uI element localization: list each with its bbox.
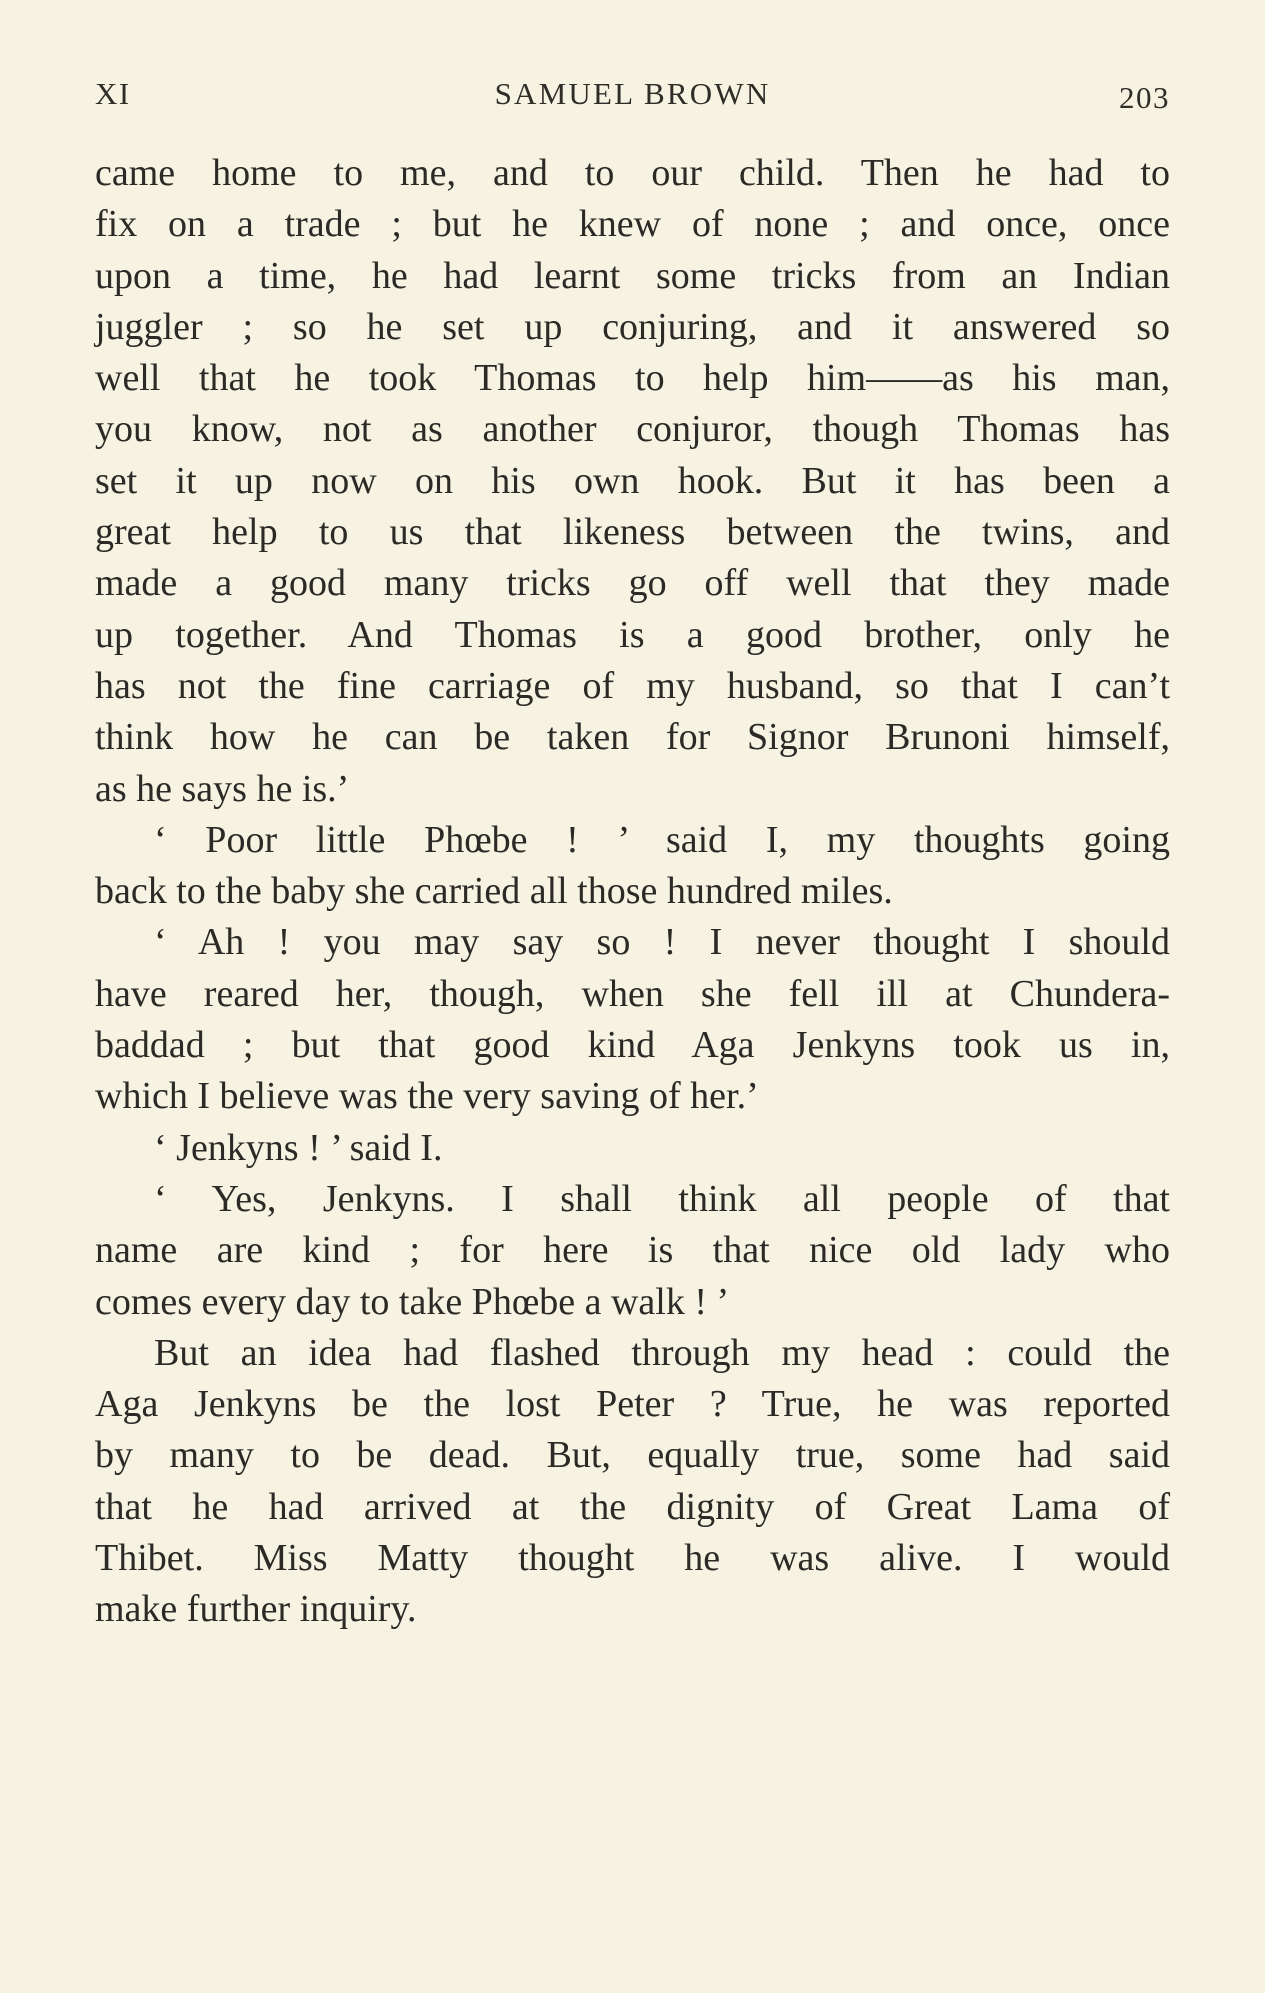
text-line: name are kind ; for here is that nice old lady who (95, 1229, 1170, 1272)
text-line: ‘ Yes, Jenkyns. I shall think all people of that (154, 1177, 1170, 1220)
running-head (95, 76, 1170, 116)
text-line: which I believe was the very saving of her.’ (95, 1075, 759, 1118)
text-line: up together. And Thomas is a good brother, only he (95, 613, 1170, 656)
text-line: juggler ; so he set up conjuring, and it answered so (95, 305, 1170, 348)
text-line: ‘ Jenkyns ! ’ said I. (154, 1126, 443, 1169)
text-line: made a good many tricks go off well that they made (95, 562, 1170, 605)
text-line: upon a time, he had learnt some tricks from an Indian (95, 254, 1170, 297)
text-line: as he says he is.’ (95, 767, 350, 810)
text-line: well that he took Thomas to help him——as his man, (95, 357, 1170, 400)
text-line: set it up now on his own hook. But it has been a (95, 459, 1170, 502)
text-line: great help to us that likeness between the twins, and (95, 511, 1170, 554)
text-line: came home to me, and to our child. Then he had to (95, 152, 1170, 194)
text-line: think how he can be taken for Signor Brunoni himself, (95, 716, 1170, 759)
body-text (95, 148, 1170, 1636)
chapter-number: XI (95, 76, 131, 111)
text-line: baddad ; but that good kind Aga Jenkyns took us in, (95, 1024, 1170, 1067)
text-line: fix on a trade ; but he knew of none ; and once, once (95, 203, 1170, 246)
text-line: ‘ Ah ! you may say so ! I never thought I should (154, 921, 1170, 964)
text-line: comes every day to take Phœbe a walk ! ’ (95, 1280, 730, 1323)
text-line: you know, not as another conjuror, though Thomas has (95, 408, 1170, 451)
running-title: SAMUEL BROWN (494, 76, 771, 111)
page-number: 203 (1119, 80, 1170, 115)
text-line: back to the baby she carried all those hundred miles. (95, 870, 893, 913)
text-line: But an idea had flashed through my head : could the (154, 1331, 1170, 1374)
text-line: that he had arrived at the dignity of Great Lama of (95, 1485, 1170, 1528)
text-line: Thibet. Miss Matty thought he was alive. I would (95, 1537, 1170, 1580)
text-line: make further inquiry. (95, 1588, 417, 1631)
text-line: ‘ Poor little Phœbe ! ’ said I, my thoughts going (154, 818, 1170, 861)
text-line: by many to be dead. But, equally true, some had said (95, 1434, 1170, 1477)
text-line: has not the fine carriage of my husband, so that I can’t (95, 664, 1170, 707)
text-line: Aga Jenkyns be the lost Peter ? True, he was reported (95, 1383, 1170, 1426)
text-line: have reared her, though, when she fell ill at Chundera- (95, 972, 1170, 1015)
